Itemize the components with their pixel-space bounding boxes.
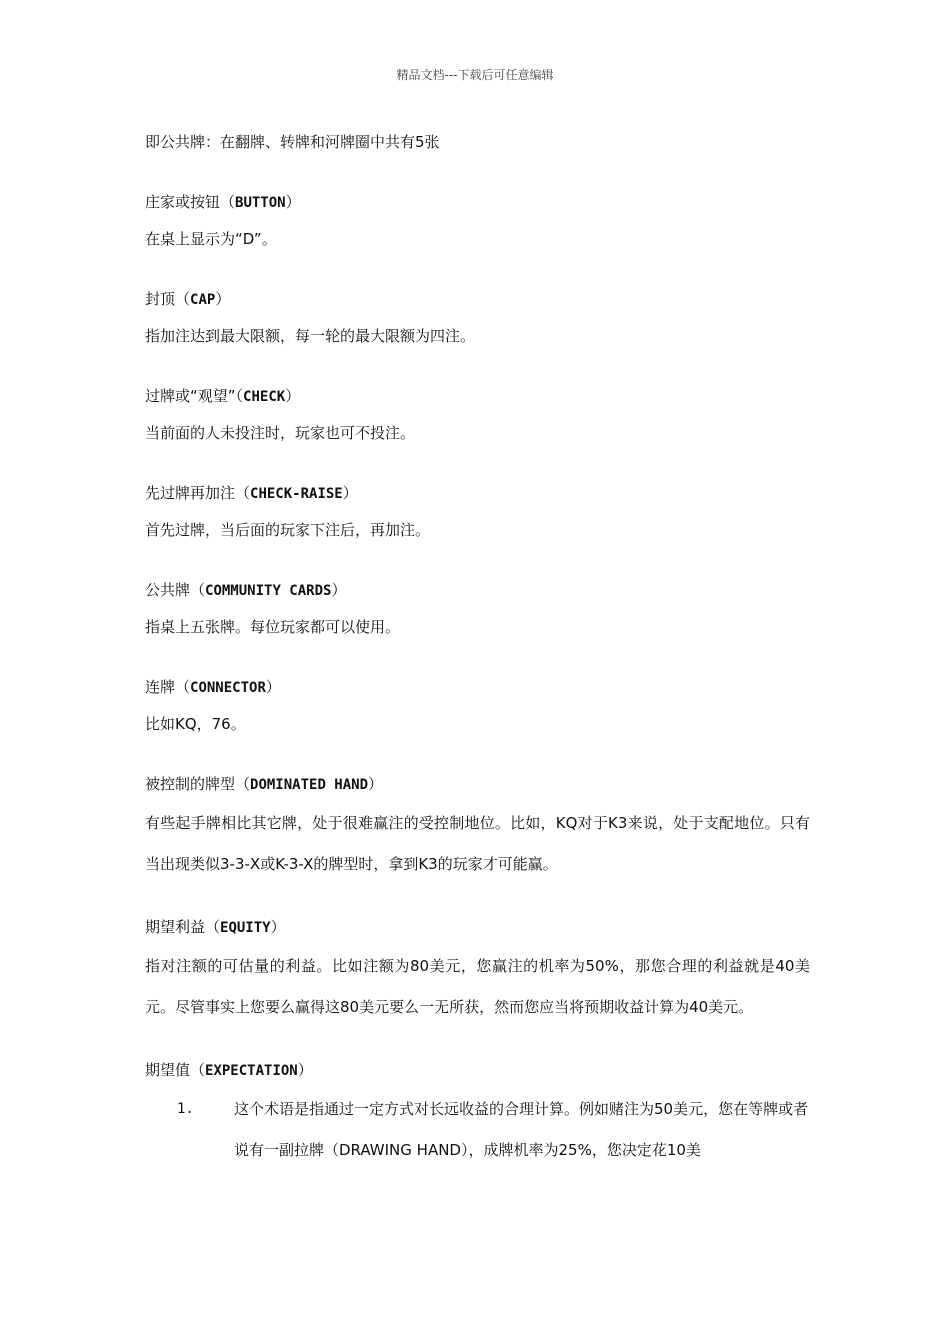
page-header: 精品文档---下载后可任意编辑 (396, 68, 554, 82)
term-community-cards (145, 572, 810, 645)
term-description: 当前面的人未投注时，玩家也可不投注。 (145, 424, 416, 442)
term-description: 有些起手牌相比其它牌，处于很难赢注的受控制地位。比如，KQ对于K3来说，处于支配地位。只有当出现类似3-3-X或K-3-X的牌型时，拿到K3的玩家才可能赢。 (145, 814, 810, 873)
list-text: 这个术语是指通过一定方式对长远收益的合理计算。例如赌注为50美元，您在等牌或者说有一副拉牌（DRAWING HAND），成牌机率为25%，您决定花10美 (234, 1100, 809, 1159)
term-description: 在桌上显示为“D”。 (145, 230, 277, 248)
term-description: 指对注额的可估量的利益。比如注额为80美元，您赢注的机率为50%，那您合理的利益就是40美元。尽管事实上您要么赢得这80美元要么一无所获，然而您应当将预期收益计算为40美元。 (145, 957, 810, 1016)
term-title: 先过牌再加注（CHECK-RAISE） (145, 484, 358, 502)
term-description: 指桌上五张牌。每位玩家都可以使用。 (145, 618, 401, 636)
term-title: 期望值（EXPECTATION） (145, 1061, 313, 1079)
term-dominated-hand (145, 766, 810, 885)
term-cap (145, 281, 810, 354)
term-title: 连牌（CONNECTOR） (145, 678, 281, 696)
term-title: 被控制的牌型（DOMINATED HAND） (145, 775, 384, 793)
term-button (145, 184, 810, 257)
term-description: 首先过牌，当后面的玩家下注后，再加注。 (145, 521, 431, 539)
intro-line: 即公共牌：在翻牌、转牌和河牌圈中共有5张 (145, 133, 440, 151)
term-connector (145, 669, 810, 742)
list-item (145, 1089, 810, 1171)
term-title: 庄家或按钮（BUTTON） (145, 193, 301, 211)
term-expectation (145, 1052, 810, 1171)
term-title: 封顶（CAP） (145, 290, 231, 308)
term-title: 公共牌（COMMUNITY CARDS） (145, 581, 347, 599)
term-title: 期望利益（EQUITY） (145, 918, 286, 936)
term-description: 比如KQ，76。 (145, 715, 246, 733)
term-title: 过牌或“观望”（CHECK） (145, 387, 301, 405)
list-number: 1. (177, 1101, 194, 1117)
document-body (145, 124, 810, 1171)
term-description: 指加注达到最大限额，每一轮的最大限额为四注。 (145, 327, 476, 345)
term-check-raise (145, 475, 810, 548)
term-check (145, 378, 810, 451)
term-equity (145, 909, 810, 1028)
